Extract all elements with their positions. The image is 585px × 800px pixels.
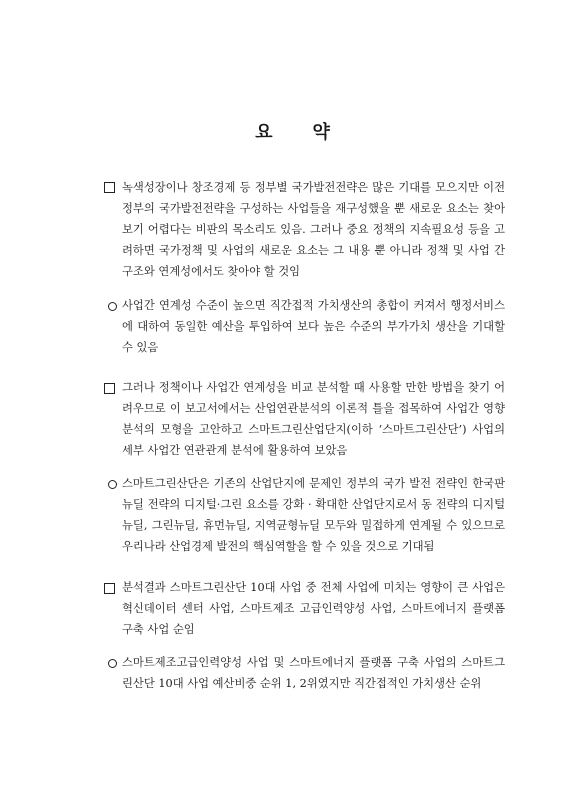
square-bullet-icon: [104, 583, 115, 594]
square-bullet-icon: [104, 383, 115, 394]
circle-bullet-icon: [108, 480, 117, 489]
summary-paragraph-4: 스마트그린산단은 기존의 산업단지에 문제인 정부의 국가 발전 전략인 한국판 뉴딜 전략의 디지털·그린 요소를 강화 · 확대한 산업단지로서 동 전략의 디지털뉴딜, 그린뉴딜, 휴먼뉴딜, 지역균형뉴딜 모두와 밀접하게 연계될 수 있으므로 우리나라 산업경제 발전의 핵심역할을 할 수 있을 것으로 기대됨: [122, 477, 505, 553]
title-char-1: 요: [255, 122, 273, 143]
circle-bullet-icon: [108, 302, 117, 311]
summary-paragraph-5: 분석결과 스마트그린산단 10대 사업 중 전체 사업에 미치는 영향이 큰 사업은 혁신데이터 센터 사업, 스마트제조 고급인력양성 사업, 스마트에너지 플랫폼 구축 사업 순임: [122, 581, 505, 636]
page-title: [0, 118, 585, 144]
circle-bullet-icon: [108, 659, 117, 668]
summary-paragraph-2: 사업간 연계성 수준이 높으면 직간접적 가치생산의 총합이 커져서 행정서비스에 대하여 동일한 예산을 투입하여 보다 높은 수준의 부가가치 생산을 기대할 수 있음: [122, 299, 505, 354]
square-bullet-icon: [104, 182, 115, 193]
summary-paragraph-1: 녹색성장이나 창조경제 등 정부별 국가발전전략은 많은 기대를 모으지만 이전 정부의 국가발전전략을 구성하는 사업들을 재구성했을 뿐 새로운 요소는 찾아보기 어렵다는 비판의 목소리도 있음. 그러나 중요 정책의 지속필요성 등을 고려하면 국가정책 및 사업의 새로운 요소는 그 내용 뿐 아니라 정책 및 사업 간 구조와 연계성에서도 찾아야 할 것임: [122, 181, 505, 278]
summary-paragraph-3: 그러나 정책이나 사업간 연계성을 비교 분석할 때 사용할 만한 방법을 찾기 어려우므로 이 보고서에서는 산업연관분석의 이론적 틀을 접목하여 사업간 영향 분석의 모형을 고안하고 스마트그린산업단지(이하 ‘스마트그린산단’) 사업의 세부 사업간 연관관계 분석에 활용하여 보았음: [122, 381, 505, 457]
summary-paragraph-6: 스마트제조고급인력양성 사업 및 스마트에너지 플랫폼 구축 사업의 스마트그린산단 10대 사업 예산비중 순위 1, 2위였지만 직간접적인 가치생산 순위: [122, 656, 505, 690]
title-char-2: 약: [312, 122, 330, 143]
